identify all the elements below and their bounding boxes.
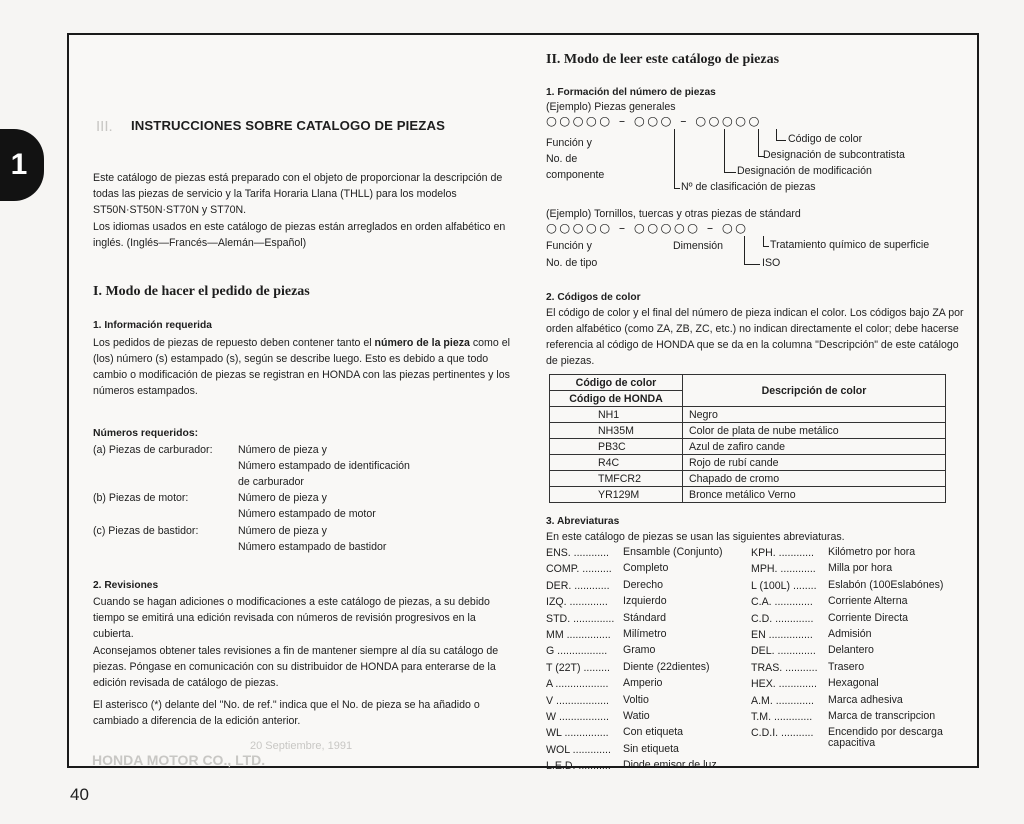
intro-paragraph: Los idiomas usados en este catálogo de piezas están arreglados en orden alfabético en inglés. (Inglés—Francés—Alemán—Español): [93, 221, 506, 249]
abbr-value: Watio: [623, 710, 650, 722]
abbr-value: Gramo: [623, 644, 656, 657]
required-value: Número de pieza y: [238, 525, 327, 537]
abbr-value: Stándard: [623, 611, 666, 624]
subsection-title: 1. Información requerida: [93, 320, 212, 331]
required-numbers: [93, 442, 511, 554]
abbr-key: IZQ. .............: [546, 596, 608, 609]
abbr-value: Diente (22dientes): [623, 660, 710, 673]
revisions-paragraph: Cuando se hagan adiciones o modificaciones a este catálogo de piezas, a su debido tiempo se emitirá una edición revisada con números de revisión progresivos en la cubierta.: [93, 596, 490, 640]
abbr-value: Marca de transcripcion: [828, 710, 936, 722]
abbr-item: [751, 563, 892, 578]
callout-label: Designación de subcontratista: [763, 149, 905, 161]
format-left-label: No. de tipo: [546, 257, 598, 269]
abbr-item: [546, 645, 655, 660]
left-column: [93, 118, 511, 133]
abbr-item: [751, 629, 872, 644]
intro-paragraph: Este catálogo de piezas está preparado con el objeto de proporcionar la descripción de todas las piezas de servicio y la Tarifa Horaria Llana (THLL) para los modelos ST50N·ST50N·ST70N y ST70N.: [93, 172, 503, 216]
abbr-key: MPH. ............: [751, 563, 816, 576]
info-paragraph: Los pedidos de piezas de repuesto deben contener tanto el número de la pieza como el (los) número (s) estampado (s), según se describe luego. Esto es debido a que todo cambio o modificación de piezas se registran en HONDA con las piezas pertinentes y los números estampados.: [93, 337, 510, 397]
format-left-label: Función y: [546, 240, 592, 252]
subsection-title: 2. Revisiones: [93, 580, 159, 591]
abbr-key: T.M. .............: [751, 711, 813, 723]
abbr-key: L.E.D. ...........: [546, 760, 611, 773]
abbr-item: [546, 711, 650, 726]
abbr-value: Completo: [623, 562, 669, 575]
abbr-item: [751, 596, 908, 611]
subsection-title: 3. Abreviaturas: [546, 516, 620, 527]
abbr-value: Delantero: [828, 644, 874, 657]
abbr-key: DEL. .............: [751, 645, 816, 658]
abbr-item: [751, 711, 935, 726]
abbr-item: [546, 580, 663, 595]
abbr-item: [546, 629, 667, 644]
revisions-paragraph: Aconsejamos obtener tales revisiones a fin de mantener siempre al día su catálogo de piezas. Póngase en comunicación con su distribuidor de HONDA para enterarse de la edición revisada de catálogo de piezas.: [93, 645, 499, 689]
abbr-key: WL ...............: [546, 727, 609, 740]
part-number-format: ○○○○○ – ○○○○○ – ○○: [546, 220, 749, 235]
abbr-value: Corriente Alterna: [828, 595, 908, 608]
page-number: 40: [70, 785, 89, 804]
abbr-value: Izquierdo: [623, 595, 667, 608]
ghost-text: III.: [96, 118, 113, 135]
required-label: (c) Piezas de bastidor:: [93, 525, 199, 537]
callout-label: ISO: [762, 257, 781, 269]
abbr-item: [546, 563, 668, 578]
abbr-key: T (22T) .........: [546, 661, 610, 674]
abbr-key: TRAS. ...........: [751, 661, 818, 674]
abbr-value: Trasero: [828, 660, 865, 673]
format-left-label: componente: [546, 169, 605, 181]
section-title: II. Modo de leer este catálogo de piezas: [546, 52, 780, 67]
subsection-title: 1. Formación del número de piezas: [546, 87, 716, 98]
table-row: PB3C Azul de zafiro cande: [550, 439, 946, 455]
abbr-item: [751, 645, 874, 660]
abbr-value: Eslabón (100Eslabónes): [828, 578, 944, 591]
color-paragraph: El código de color y el final del número de pieza indican el color. Los códigos bajo ZA por orden alfabético (como ZA, ZB, ZC, etc.) no indican directamente el color; debe hacerse referencia al código de HONDA que se da en la columna "Descripción" de este catálogo de piezas.: [546, 307, 964, 367]
color-table-header: Código de color: [550, 375, 683, 391]
chapter-number: 1: [10, 148, 28, 181]
callout-label: Código de color: [788, 133, 863, 145]
abbr-item: [751, 613, 908, 628]
abbr-key: STD. ..............: [546, 612, 615, 625]
abbr-value: Diode emisor de luz: [623, 759, 717, 772]
abbr-value: Con etiqueta: [623, 726, 684, 739]
abbr-key: KPH. ............: [751, 547, 814, 559]
part-number-format: ○○○○○ – ○○○ – ○○○○○: [546, 113, 762, 128]
abbr-item: [546, 596, 667, 611]
abbr-key: A.M. .............: [751, 694, 814, 707]
abbr-item: [546, 744, 679, 759]
ghost-text: 20 Septiembre, 1991: [250, 740, 353, 752]
abbr-value: Kilómetro por hora: [828, 546, 916, 558]
abbr-item: [751, 695, 903, 710]
abbr-key: EN ...............: [751, 629, 813, 641]
abbr-key: C.A. .............: [751, 596, 813, 609]
required-value: Número estampado de motor: [238, 508, 376, 520]
abbr-item: [546, 727, 683, 742]
abbr-key: A ..................: [546, 678, 609, 691]
abbr-value: Encendido por descarga capacitiva: [828, 726, 943, 750]
required-title: Números requeridos:: [93, 428, 199, 439]
abbr-value: Hexagonal: [828, 677, 879, 690]
abbr-item: [546, 613, 666, 628]
abbr-item: [751, 580, 943, 595]
table-row: R4C Rojo de rubí cande: [550, 455, 946, 471]
callout-label: Nº de clasificación de piezas: [681, 181, 816, 193]
abbr-key: WOL .............: [546, 743, 611, 756]
abbr-key: G .................: [546, 645, 608, 658]
abbr-key: C.D. .............: [751, 612, 814, 625]
abbr-key: ENS. ............: [546, 547, 609, 559]
abbr-item: [751, 662, 864, 677]
abbr-value: Ensamble (Conjunto): [623, 546, 723, 558]
abbr-item: [546, 547, 723, 562]
required-value: Número de pieza y: [238, 444, 327, 456]
abbr-value: Marca adhesiva: [828, 693, 903, 706]
required-value: de carburador: [238, 476, 304, 488]
main-title: INSTRUCCIONES SOBRE CATALOGO DE PIEZAS: [131, 118, 445, 133]
color-table-header: Código de HONDA: [550, 391, 683, 407]
abbr-item: [546, 662, 710, 677]
color-table: [549, 374, 946, 503]
abbr-value: Derecho: [623, 578, 664, 591]
abbr-value: Amperio: [623, 677, 663, 690]
abbr-value: Milímetro: [623, 628, 667, 640]
section-title: I. Modo de hacer el pedido de piezas: [93, 284, 310, 299]
abbr-value: Sin etiqueta: [623, 742, 679, 755]
example-label: (Ejemplo) Tornillos, tuercas y otras piezas de stándard: [546, 208, 801, 220]
abbr-key: W .................: [546, 711, 609, 723]
abbr-value: Voltio: [623, 693, 649, 706]
abbr-item: [546, 678, 662, 693]
ghost-text: HONDA MOTOR CO., LTD.: [92, 752, 266, 768]
color-table-header: Descripción de color: [683, 375, 946, 407]
abbr-item: [751, 727, 976, 749]
abbr-intro: En este catálogo de piezas se usan las siguientes abreviaturas.: [546, 531, 845, 543]
abbr-item: [546, 760, 717, 775]
format-left-label: No. de: [546, 153, 578, 165]
abbr-key: DER. ............: [546, 579, 610, 592]
abbr-key: COMP. ..........: [546, 563, 612, 576]
callout-label: Designación de modificación: [737, 165, 872, 177]
required-value: Número estampado de identificación: [238, 460, 410, 472]
abbr-value: Milla por hora: [828, 562, 893, 575]
format-mid-label: Dimensión: [673, 240, 724, 252]
abbr-item: [751, 678, 879, 693]
abbr-key: V ..................: [546, 694, 609, 707]
abbr-value: Corriente Directa: [828, 611, 909, 624]
table-row: NH1 Negro: [550, 407, 946, 423]
subsection-title: 2. Códigos de color: [546, 292, 641, 303]
table-row: NH35M Color de plata de nube metálico: [550, 423, 946, 439]
revisions-paragraph: El asterisco (*) delante del "No. de ref." indica que el No. de pieza se ha añadido o cambiado a diferencia de la edición anterior.: [93, 699, 480, 727]
example-label: (Ejemplo) Piezas generales: [546, 101, 676, 113]
format-left-label: Función y: [546, 137, 592, 149]
chapter-tab: [0, 129, 44, 201]
abbr-key: C.D.I. ...........: [751, 727, 814, 740]
required-label: (b) Piezas de motor:: [93, 492, 189, 504]
abbr-key: HEX. .............: [751, 678, 817, 691]
abbr-key: L (100L) ........: [751, 579, 817, 592]
table-row: TMFCR2 Chapado de cromo: [550, 471, 946, 487]
required-value: Número de pieza y: [238, 492, 327, 504]
required-label: (a) Piezas de carburador:: [93, 444, 213, 456]
abbr-key: MM ...............: [546, 629, 611, 641]
abbr-item: [751, 547, 915, 562]
table-row: YR129M Bronce metálico Verno: [550, 487, 946, 503]
callout-label: Tratamiento químico de superficie: [770, 239, 930, 251]
abbr-item: [546, 695, 649, 710]
abbr-value: Admisión: [828, 628, 872, 640]
required-value: Número estampado de bastidor: [238, 541, 387, 553]
